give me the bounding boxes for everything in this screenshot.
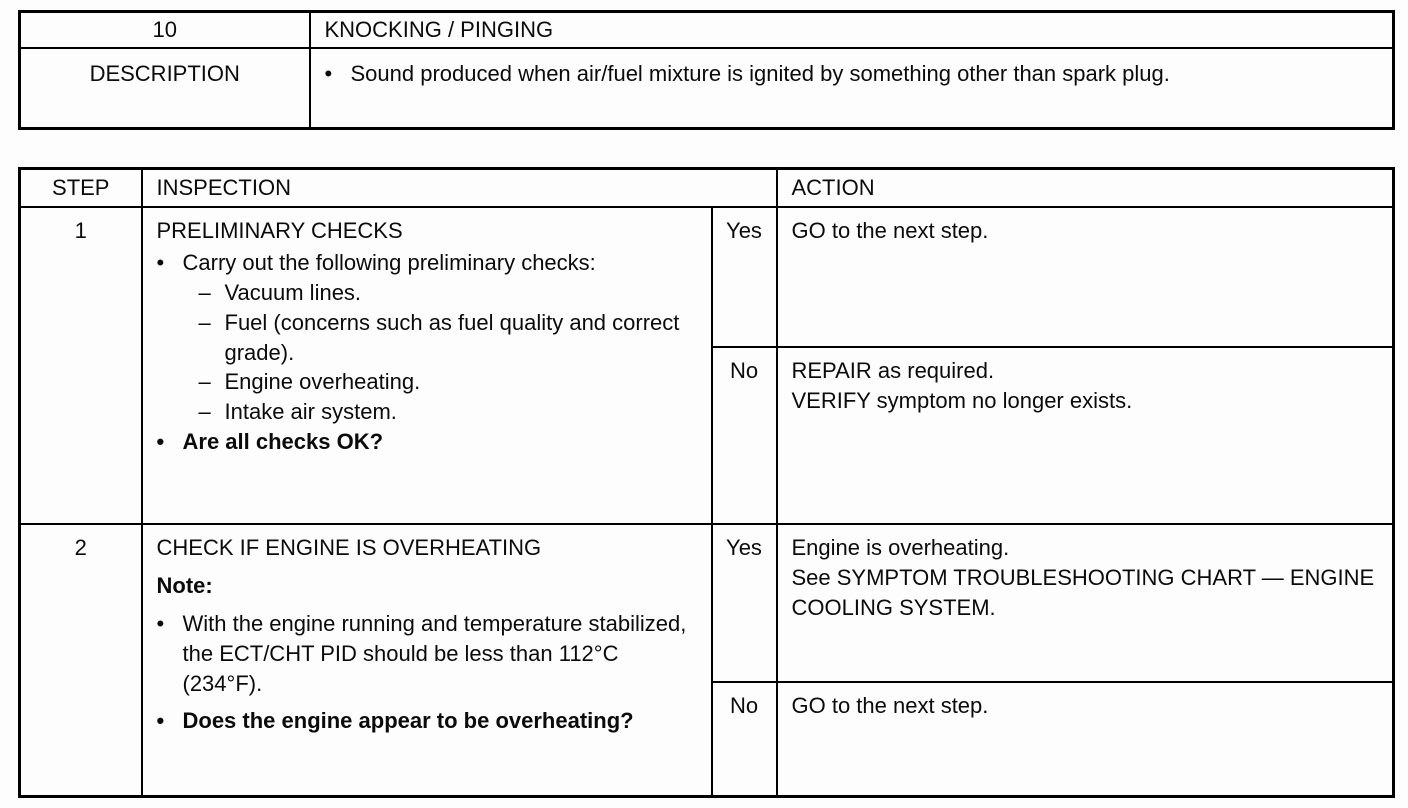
dash-text: Vacuum lines. (224, 279, 362, 305)
description-label: DESCRIPTION (20, 48, 310, 129)
step-1-no-action-cell (777, 347, 1394, 524)
description-text: Sound produced when air/fuel mixture is ignited by something other than spark plug. (350, 60, 1170, 86)
step-1-yes-row (20, 207, 1394, 347)
dash-text: Engine overheating. (224, 369, 421, 395)
note-label: Note: (156, 572, 213, 598)
action-line: VERIFY symptom no longer exists. (791, 387, 1133, 413)
step-number: 2 (20, 524, 142, 797)
question-item (157, 427, 697, 457)
step-number: 1 (20, 207, 142, 524)
question-text: Does the engine appear to be overheating? (182, 708, 634, 734)
dash-list (199, 278, 697, 428)
diagnostic-table (18, 167, 1395, 798)
dash-item (199, 397, 697, 427)
no-label: No (712, 682, 777, 797)
yes-label: Yes (712, 207, 777, 347)
symptom-header-table (18, 10, 1395, 130)
action-line: See SYMPTOM TROUBLESHOOTING CHART — ENGINE COOLING SYSTEM. (791, 564, 1375, 620)
description-bullet-row (325, 59, 1379, 89)
column-header-action: ACTION (777, 169, 1394, 207)
column-header-inspection: INSPECTION (142, 169, 777, 207)
action-line: REPAIR as required. (791, 357, 995, 383)
inspection-title: CHECK IF ENGINE IS OVERHEATING (156, 534, 542, 560)
dash-icon: – (198, 369, 211, 395)
bullet-icon: • (156, 610, 165, 636)
bullet-icon: • (324, 60, 333, 86)
step-2-inspection-cell (142, 524, 712, 797)
diagnostic-header-row (20, 169, 1394, 207)
symptom-number: 10 (20, 12, 310, 48)
step-2-no-action-cell (777, 682, 1394, 797)
dash-icon: – (198, 309, 211, 335)
action-line: GO to the next step. (791, 692, 989, 718)
dash-text: Fuel (concerns such as fuel quality and correct grade). (224, 309, 680, 365)
dash-icon: – (198, 279, 211, 305)
dash-item (199, 278, 697, 308)
question-text: Are all checks OK? (182, 429, 384, 455)
bullet-item (157, 248, 697, 278)
bullet-item (157, 609, 697, 699)
bullet-text: Carry out the following preliminary checks: (182, 249, 596, 275)
yes-label: Yes (712, 524, 777, 682)
action-line: GO to the next step. (791, 217, 989, 243)
bullet-icon: • (156, 429, 165, 455)
step-1-inspection-cell (142, 207, 712, 524)
note-text: With the engine running and temperature stabilized, the ECT/CHT PID should be less than 112°C (234°F). (182, 610, 687, 696)
inspection-title: PRELIMINARY CHECKS (156, 217, 403, 243)
dash-text: Intake air system. (224, 399, 397, 425)
step-2-yes-action-cell (777, 524, 1394, 682)
action-line: Engine is overheating. (791, 534, 1010, 560)
dash-icon: – (198, 399, 211, 425)
description-cell (310, 48, 1394, 129)
step-2-yes-row (20, 524, 1394, 682)
step-1-yes-action-cell (777, 207, 1394, 347)
question-item (157, 706, 697, 736)
symptom-title: KNOCKING / PINGING (310, 12, 1394, 48)
no-label: No (712, 347, 777, 524)
bullet-icon: • (156, 249, 165, 275)
dash-item (199, 367, 697, 397)
column-header-step: STEP (20, 169, 142, 207)
bullet-icon: • (156, 708, 165, 734)
dash-item (199, 308, 697, 368)
